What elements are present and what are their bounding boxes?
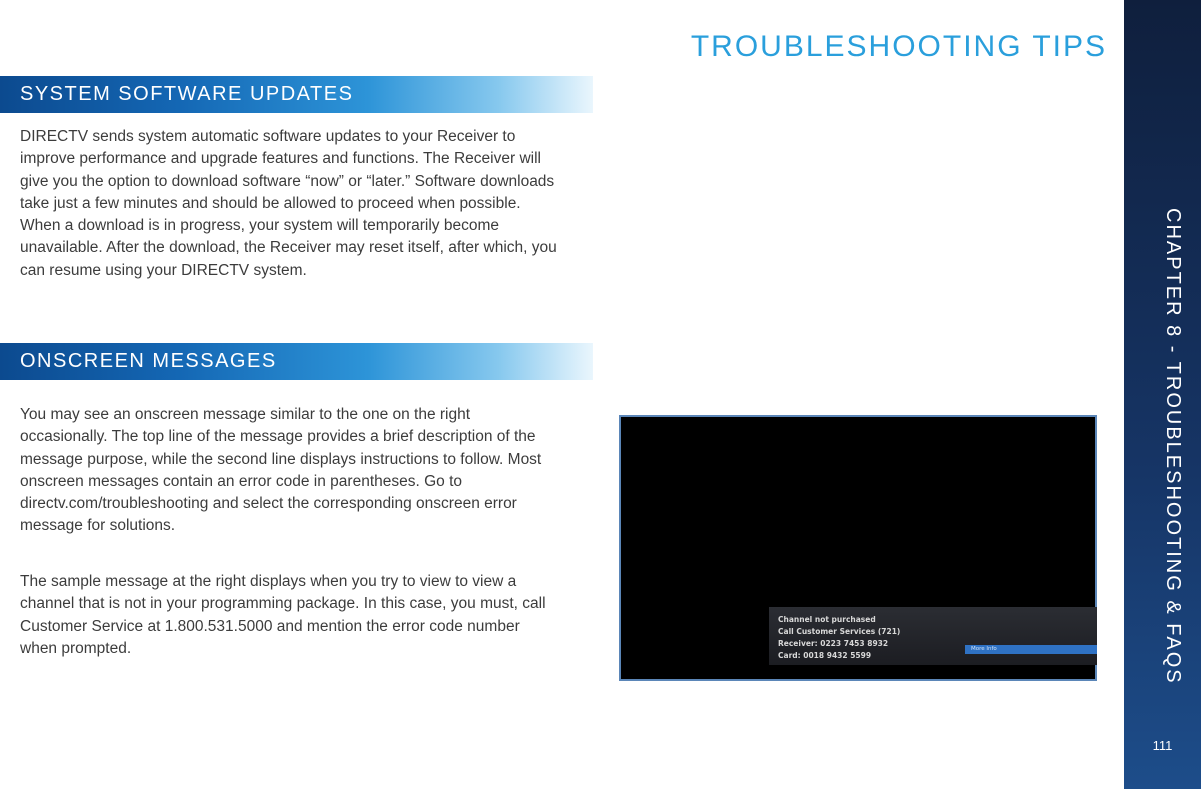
page-title: TROUBLESHOOTING TIPS bbox=[690, 30, 1107, 63]
section-heading-software-updates: SYSTEM SOFTWARE UPDATES bbox=[0, 76, 593, 113]
onscreen-message-box bbox=[769, 607, 1097, 665]
page-number: 111 bbox=[1152, 738, 1173, 753]
sample-screen-image bbox=[619, 415, 1097, 681]
more-info-button: More Info bbox=[965, 645, 1097, 654]
message-card-id: Card: 0018 9432 5599 bbox=[778, 651, 872, 660]
onscreen-messages-paragraph-1: You may see an onscreen message similar to the one on the right occasionally. The top line of the message provides a brief description of the message purpose, while the second line displays instructions to follow. Most onscreen messages contain an error code in parentheses. Go to directv.com/troubleshooting and select the corresponding onscreen error message for solutions. bbox=[20, 406, 542, 535]
message-receiver-id: Receiver: 0223 7453 8932 bbox=[778, 639, 889, 648]
onscreen-messages-body-2 bbox=[20, 571, 560, 660]
software-updates-paragraph: DIRECTV sends system automatic software updates to your Receiver to improve performance and upgrade features and functions. The Receiver will give you the option to download software “now” or “later.” Software downloads take just a few minutes and should be allowed to proceed when possible. When a download is in progress, your system will temporarily become unavailable. After the download, the Receiver may reset itself, after which, you can resume using your DIRECTV system. bbox=[20, 128, 557, 279]
software-updates-body bbox=[20, 126, 560, 282]
onscreen-messages-body bbox=[20, 404, 560, 538]
message-instruction: Call Customer Services (721) bbox=[778, 627, 901, 636]
chapter-label: CHAPTER 8 - TROUBLESHOOTING & FAQS bbox=[1162, 208, 1184, 685]
onscreen-messages-paragraph-2: The sample message at the right displays when you try to view to view a channel that is not in your programming package. In this case, you must, call Customer Service at 1.800.531.5000 and mention the error code number when prompted. bbox=[20, 573, 546, 657]
section-heading-onscreen-messages: ONSCREEN MESSAGES bbox=[0, 343, 593, 380]
message-title: Channel not purchased bbox=[778, 615, 876, 624]
